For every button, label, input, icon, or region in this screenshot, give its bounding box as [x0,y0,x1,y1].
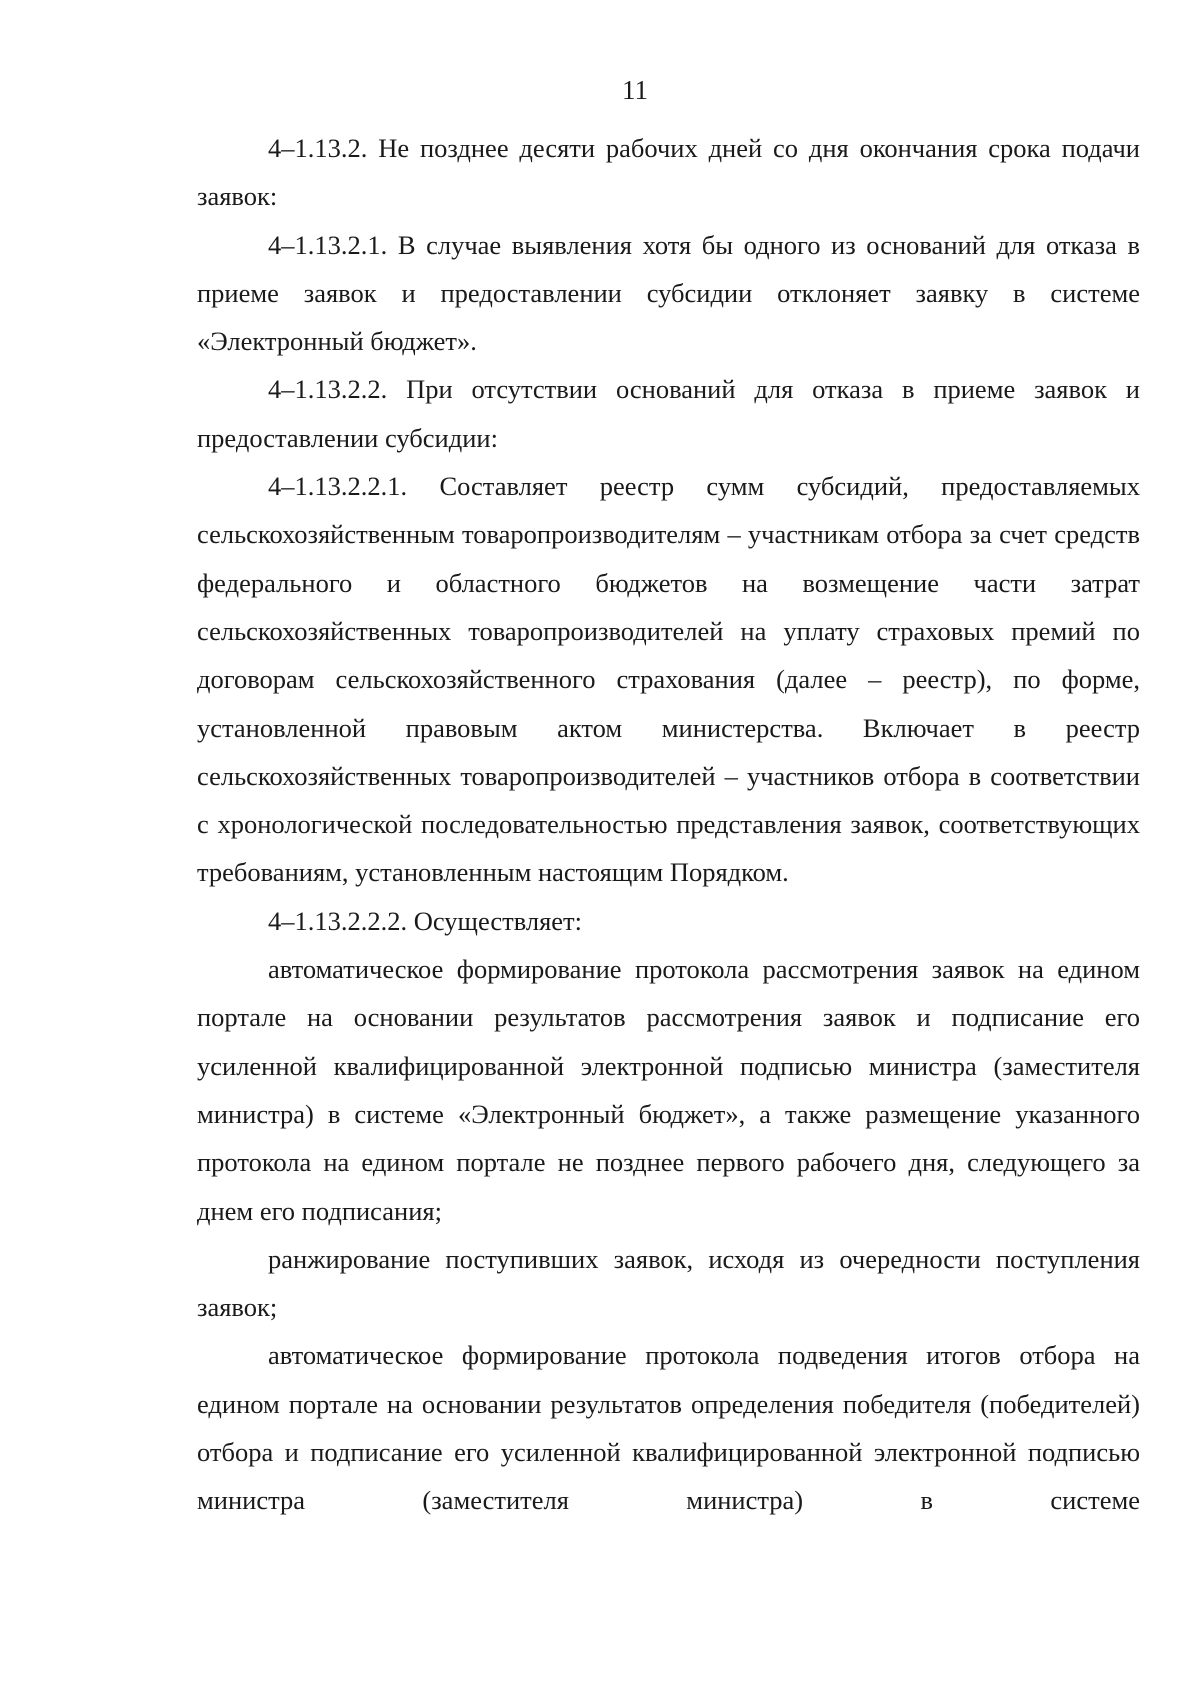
paragraph-4-1-13-2-2-2: 4–1.13.2.2.2. Осуществляет: [268,905,583,936]
page-number: 11 [622,75,648,105]
paragraph-ranking: ранжирование поступивших заявок, исходя из очередности поступления заявок; [197,1243,1140,1323]
paragraph-protocol-review: автоматическое формирование протокола рассмотрения заявок на едином портале на основании результатов рассмотрения заявок и подписание его усиленной квалифицированной электронной подписью министра (заместителя министра) в системе «Электронный бюджет», а также размещение указанного протокола на едином портале не позднее первого рабочего дня, следующего за днем его подписания; [197,954,1140,1226]
paragraph-4-1-13-2-1: 4–1.13.2.1. В случае выявления хотя бы одного из оснований для отказа в приеме заявок и предоставлении субсидии отклоняет заявку в системе «Электронный бюджет». [197,229,1140,357]
paragraph-protocol-results: автоматическое формирование протокола подведения итогов отбора на едином портале на основании результатов определения победителя (победителей) отбора и подписание его усиленной квалифицированной электронной подписью министра (заместителя министра) в системе [197,1340,1140,1516]
paragraph-4-1-13-2-2: 4–1.13.2.2. При отсутствии оснований для отказа в приеме заявок и предоставлении субсидии: [197,374,1140,453]
body-text [197,124,1140,1525]
paragraph-4-1-13-2: 4–1.13.2. Не позднее десяти рабочих дней со дня окончания срока подачи заявок: [197,133,1140,212]
paragraph-4-1-13-2-2-1: 4–1.13.2.2.1. Составляет реестр сумм субсидий, предоставляемых сельскохозяйственным товаропроизводителям – участникам отбора за счет средств федерального и областного бюджетов на возмещение части затрат сельскохозяйственных товаропроизводителей на уплату страховых премий по договорам сельскохозяйственного страхования (далее – реестр), по форме, установленной правовым актом министерства. Включает в реестр сельскохозяйственных товаропроизводителей – участников отбора в соответствии с хронологической последовательностью представления заявок, соответствующих требованиям, установленным настоящим Порядком. [197,471,1140,888]
